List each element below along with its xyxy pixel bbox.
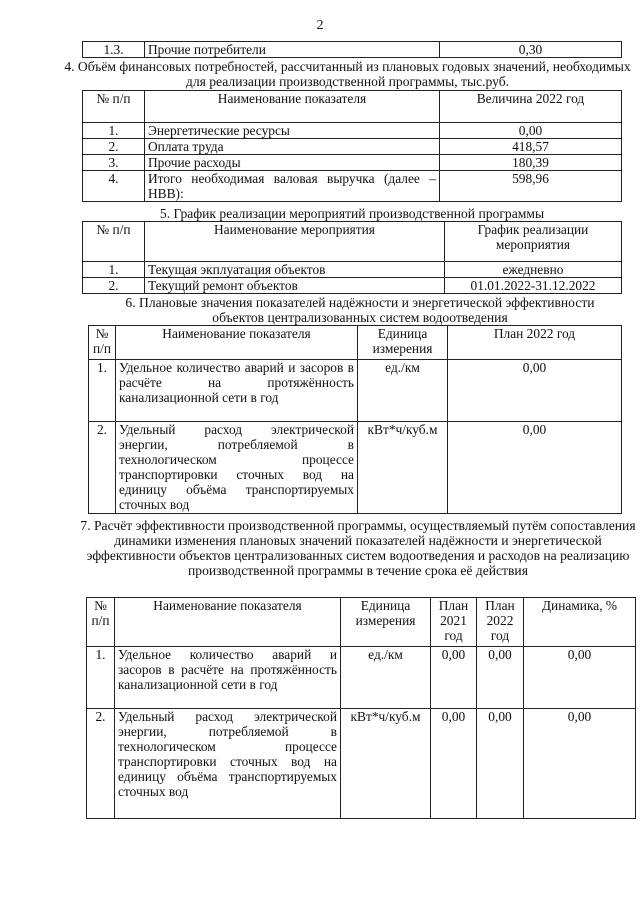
col-header-name: Наименование показателя [116, 326, 358, 360]
col-header-unit: Единица измерения [341, 598, 431, 647]
section-7-table [86, 597, 636, 819]
col-header-name: Наименование показателя [145, 91, 440, 123]
indicator-unit: ед./км [358, 360, 448, 422]
col-header-value: Величина 2022 год [440, 91, 622, 123]
indicator-value: 598,96 [440, 171, 622, 202]
indicator-name: Удельное количество аварий и засоров в расчёте на протяжённость канализационной сети в год [116, 360, 358, 422]
section-4-heading: 4. Объём финансовых потребностей, рассчитанный из плановых годовых значений, необходимых для реализации производственной программы, тыс.руб. [64, 59, 631, 89]
activity-schedule: ежедневно [445, 262, 622, 278]
indicator-value: 418,57 [440, 139, 622, 155]
indicator-plan-2022: 0,00 [477, 709, 524, 819]
indicator-plan: 0,00 [448, 360, 622, 422]
indicator-dynamics: 0,00 [524, 647, 636, 709]
indicator-plan-2021: 0,00 [431, 647, 477, 709]
indicator-dynamics: 0,00 [524, 709, 636, 819]
activity-schedule: 01.01.2022-31.12.2022 [445, 278, 622, 294]
indicator-plan: 0,00 [448, 422, 622, 514]
section-6-table [88, 325, 622, 514]
indicator-value: 0,00 [440, 123, 622, 139]
table-row [87, 709, 636, 819]
row-number: 2. [83, 278, 145, 294]
table-row [83, 171, 622, 202]
section-5-table [82, 221, 622, 294]
row-number: 1. [89, 360, 116, 422]
table-row [83, 262, 622, 278]
indicator-name: Прочие расходы [145, 155, 440, 171]
col-header-num: № п/п [89, 326, 116, 360]
activity-name: Текущая экплуатация объектов [145, 262, 445, 278]
indicator-unit: кВт*ч/куб.м [341, 709, 431, 819]
col-header-name: Наименование мероприятия [145, 222, 445, 262]
indicator-value: 0,30 [440, 42, 622, 58]
activity-name: Текущий ремонт объектов [145, 278, 445, 294]
col-header-num: № п/п [87, 598, 115, 647]
indicator-name: Удельное количество аварий и засоров в расчёте на протяжённость канализационной сети в год [115, 647, 341, 709]
col-header-num: № п/п [83, 91, 145, 123]
col-header-num: № п/п [83, 222, 145, 262]
table-row [83, 155, 622, 171]
table-row [83, 139, 622, 155]
indicator-name: Удельный расход электрической энергии, потребляемой в технологическом процессе транспортировки сточных вод на единицу объёма транспортируемых сточных вод [116, 422, 358, 514]
indicator-plan-2021: 0,00 [431, 709, 477, 819]
table-row [83, 123, 622, 139]
section-4-table [82, 90, 622, 202]
table-top-row [82, 41, 622, 58]
row-number: 1. [83, 262, 145, 278]
col-header-plan-2021: План 2021 год [431, 598, 477, 647]
col-header-plan: План 2022 год [448, 326, 622, 360]
page-number: 2 [316, 18, 324, 33]
col-header-dynamics: Динамика, % [524, 598, 636, 647]
indicator-name: Оплата труда [145, 139, 440, 155]
table-row [89, 422, 622, 514]
table-header-row [87, 598, 636, 647]
row-number: 2. [87, 709, 115, 819]
indicator-plan-2022: 0,00 [477, 647, 524, 709]
table-row [83, 42, 622, 58]
indicator-name: Удельный расход электрической энергии, потребляемой в технологическом процессе транспортировки сточных вод на единицу объёма транспортируемых сточных вод [115, 709, 341, 819]
row-number: 2. [89, 422, 116, 514]
indicator-name: Энергетические ресурсы [145, 123, 440, 139]
row-number: 3. [83, 155, 145, 171]
row-number: 1. [83, 123, 145, 139]
table-row [83, 278, 622, 294]
col-header-schedule: График реализации мероприятия [445, 222, 622, 262]
col-header-name: Наименование показателя [115, 598, 341, 647]
row-number: 1.3. [83, 42, 145, 58]
indicator-name: Прочие потребители [145, 42, 440, 58]
table-header-row [83, 222, 622, 262]
section-5-heading: 5. График реализации мероприятий производственной программы [159, 206, 545, 221]
table-header-row [89, 326, 622, 360]
indicator-value: 180,39 [440, 155, 622, 171]
indicator-unit: кВт*ч/куб.м [358, 422, 448, 514]
col-header-unit: Единица измерения [358, 326, 448, 360]
table-row [89, 360, 622, 422]
table-row [87, 647, 636, 709]
col-header-plan-2022: План 2022 год [477, 598, 524, 647]
section-6-heading: 6. Плановые значения показателей надёжности и энергетической эффективности объектов централизованных систем водоотведения [125, 295, 595, 325]
section-7-heading: 7. Расчёт эффективности производственной программы, осуществляемый путём сопоставления динамики изменения плановых значений показателей надёжности и энергетической эффективности объектов централизованных систем водоотведения и расходов на реализацию производственной программы в течение срока её действия [80, 518, 636, 578]
row-number: 1. [87, 647, 115, 709]
table-header-row [83, 91, 622, 123]
row-number: 4. [83, 171, 145, 202]
indicator-name: Итого необходимая валовая выручка (далее – НВВ): [145, 171, 440, 202]
row-number: 2. [83, 139, 145, 155]
indicator-unit: ед./км [341, 647, 431, 709]
